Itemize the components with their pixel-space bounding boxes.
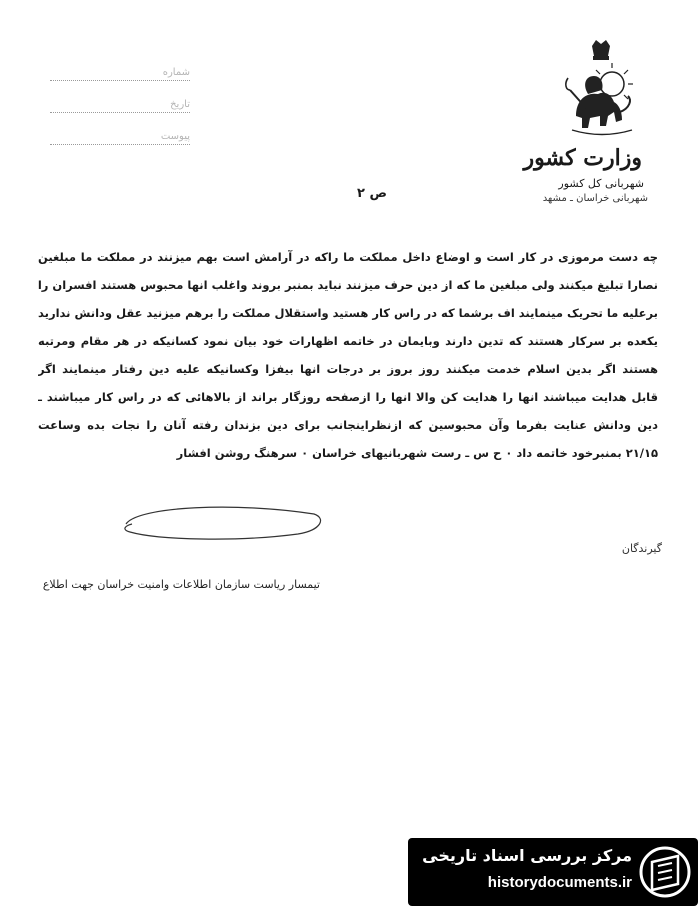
archive-logo-icon (638, 844, 692, 900)
letterhead (478, 145, 648, 204)
body-line: برعلیه ما تحریک مینمایند اف برشما که در راس کار هستید واستقلال مملکت را برهم میزنید عقل ودانش ندارید (38, 306, 658, 320)
archive-watermark (408, 838, 698, 906)
body-line: نصارا تبلیغ میکنند ولی مبلغین ما که از دین حرف میزنند نباید بمنبر بروند واغلب انها محبوس هستند افسران را (38, 278, 658, 292)
ministry-title: وزارت کشور (523, 145, 642, 171)
body-line-signoff: ۲۱/۱۵ بمنبرخود خاتمه داد ٠ ح س ـ رست شهربانیهای خراسان ٠ سرهنگ روشن افشار (176, 446, 658, 460)
letter-body (38, 243, 658, 467)
body-line: چه دست مرموزی در کار است و اوضاع داخل مملکت ما راکه در آرامش است بهم میزنند در مملکت ما مبلغین (38, 250, 658, 264)
page-number: ص ۲ (357, 186, 387, 201)
form-field-date: تاریخ (50, 82, 190, 113)
lion-and-sun-emblem-icon (562, 38, 640, 138)
form-field-attachment: پیوست (50, 114, 190, 145)
body-line: قابل هدایت میباشند انها را هدایت کن والا انها را ازصفحه روزگار براند از بالاهائی که در راس کار میباشند ـ (38, 390, 658, 404)
body-line: هستند اگر بدین اسلام خدمت میکنند روز بروز بر درجات انها بیفزا وکسانیکه علیه دین رفتار مینمایند اگر (38, 362, 658, 376)
form-fields (50, 50, 190, 146)
watermark-title: مرکز بررسی اسناد تاریخی (422, 846, 632, 865)
body-line: دین ودانش عنایت بفرما وآن محبوسین که ازنظراینجانب برای دین بزندان رفته آنان را نجات بده وساعت (38, 418, 658, 432)
form-field-number: شماره (50, 50, 190, 81)
department-national: شهربانی کل کشور (558, 177, 644, 190)
signature-loop-mark (118, 500, 328, 542)
recipient-line: تیمسار ریاست سازمان اطلاعات وامنیت خراسان جهت اطلاع (42, 578, 320, 591)
watermark-site: historydocuments.ir (487, 874, 632, 891)
body-line: یکعده بر سرکار هستند که تدین دارند وبایمان در خاتمه اظهارات خود بیان نمود کسانیکه در هر مقام ومرتبه (38, 334, 658, 348)
department-regional: شهربانی خراسان ـ مشهد (542, 193, 648, 204)
recipients-label: گیرندگان (621, 542, 662, 555)
